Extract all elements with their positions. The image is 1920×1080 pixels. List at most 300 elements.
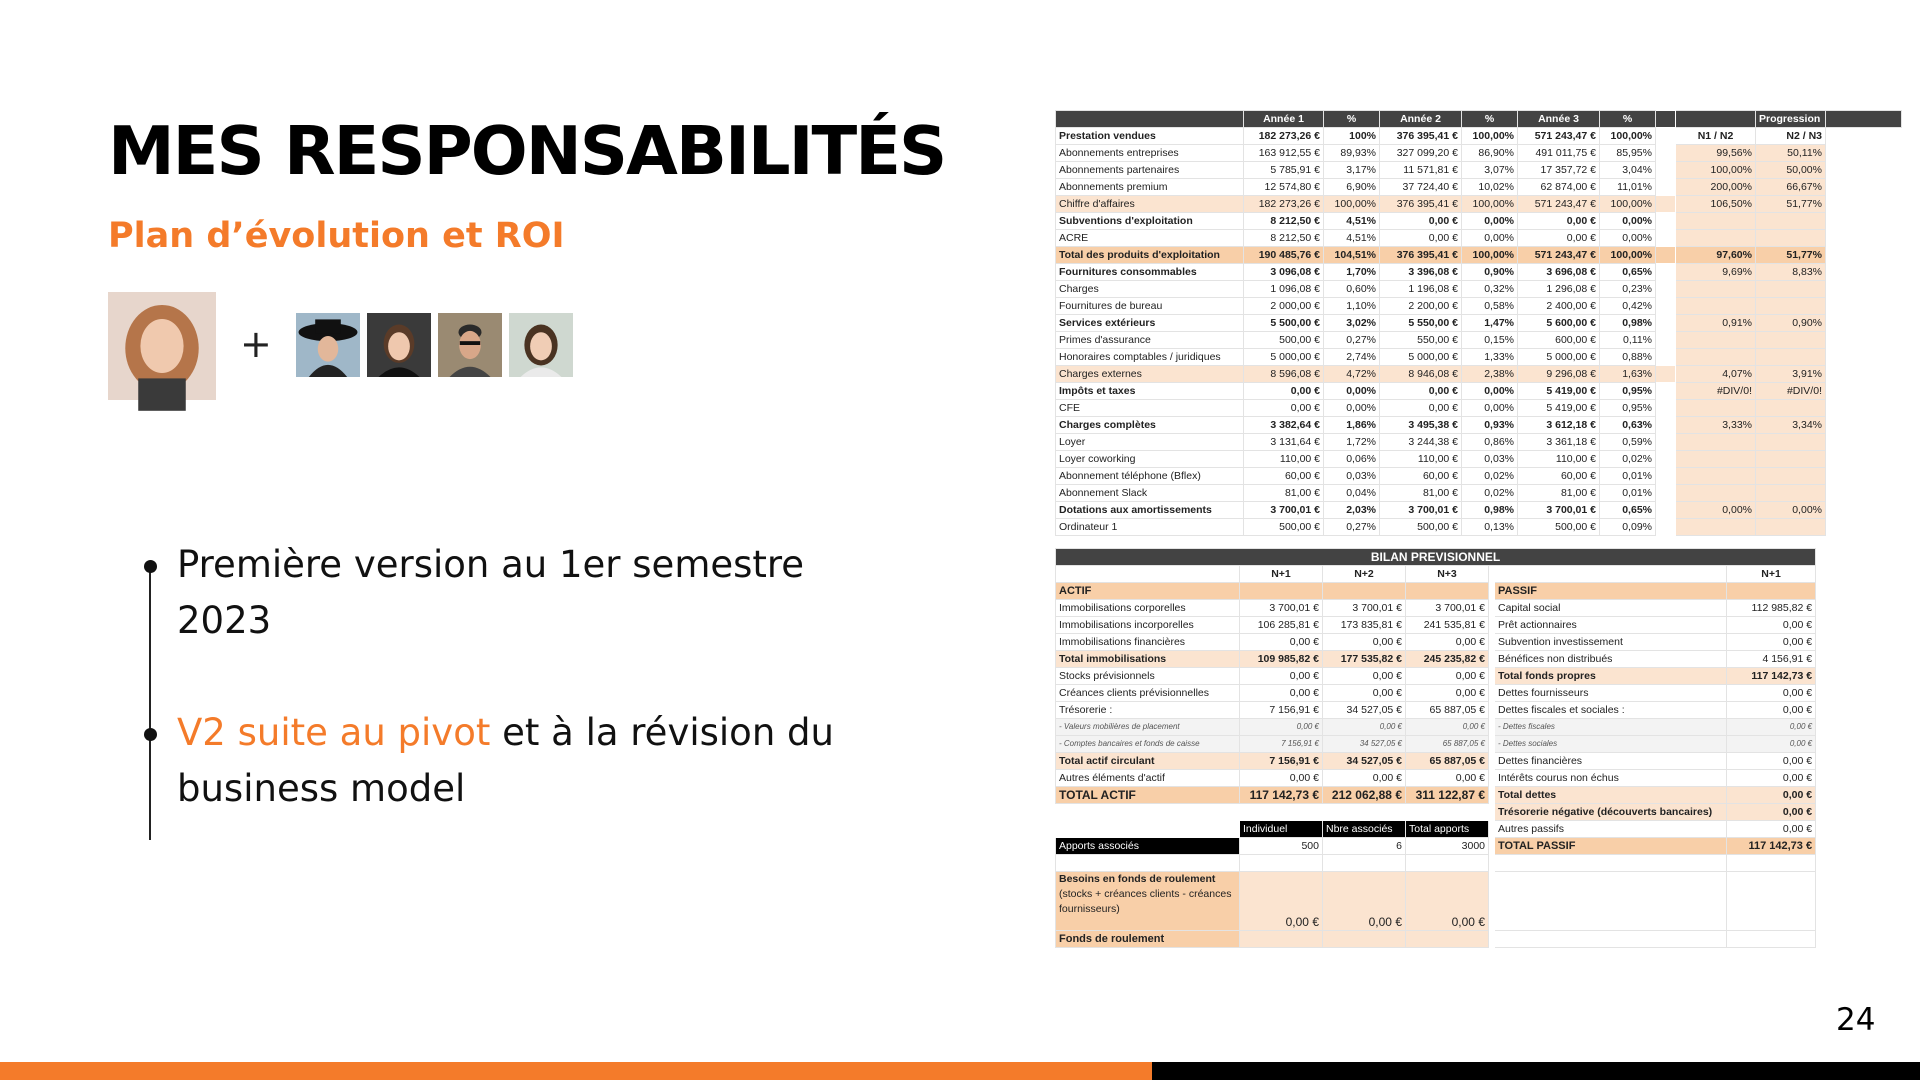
value-cell: 7 156,91 € <box>1240 753 1323 770</box>
value-cell: 500,00 € <box>1244 332 1324 349</box>
row-label: Immobilisations incorporelles <box>1056 617 1240 634</box>
table-row <box>1056 366 1902 383</box>
value-cell: 600,00 € <box>1518 332 1600 349</box>
spacer-cell <box>1656 366 1676 383</box>
value-cell: 11 571,81 € <box>1380 162 1462 179</box>
value-cell: 86,90% <box>1462 145 1518 162</box>
value-cell: 1,63% <box>1600 366 1656 383</box>
row-label: Honoraires comptables / juridiques <box>1056 349 1244 366</box>
value-cell: 0,00 € <box>1406 872 1489 931</box>
progression-cell <box>1756 434 1826 451</box>
bullet-highlight: V2 suite au pivot <box>177 711 491 754</box>
row-label: Immobilisations corporelles <box>1056 600 1240 617</box>
table-row <box>1056 162 1902 179</box>
spacer-cell <box>1656 451 1676 468</box>
table-header-row <box>1056 111 1902 128</box>
value-cell: 3 382,64 € <box>1244 417 1324 434</box>
value-cell: 110,00 € <box>1518 451 1600 468</box>
progression-cell <box>1756 451 1826 468</box>
value-cell: 0,00 € <box>1406 685 1489 702</box>
value-cell: 2 200,00 € <box>1380 298 1462 315</box>
besoins-label: Besoins en fonds de roulement <box>1059 873 1216 885</box>
value-cell: 81,00 € <box>1518 485 1600 502</box>
row-label: Total dettes <box>1495 787 1727 804</box>
value-cell: 5 000,00 € <box>1518 349 1600 366</box>
row-label: Chiffre d'affaires <box>1056 196 1244 213</box>
spacer-cell <box>1656 332 1676 349</box>
table-cell <box>1727 583 1816 600</box>
row-label: Dotations aux amortissements <box>1056 502 1244 519</box>
value-cell: 100,00% <box>1462 196 1518 213</box>
progression-cell: 0,00% <box>1676 502 1756 519</box>
value-cell: 3 131,64 € <box>1244 434 1324 451</box>
row-label: Dettes fournisseurs <box>1495 685 1727 702</box>
value-cell: 550,00 € <box>1380 332 1462 349</box>
value-cell: 5 500,00 € <box>1244 315 1324 332</box>
row-label: Loyer coworking <box>1056 451 1244 468</box>
value-cell: 8 212,50 € <box>1244 213 1324 230</box>
row-label: Dettes fiscales et sociales : <box>1495 702 1727 719</box>
value-cell: 0,00 € <box>1727 634 1816 651</box>
value-cell: 376 395,41 € <box>1380 247 1462 264</box>
column-header: % <box>1462 111 1518 128</box>
value-cell: 0,88% <box>1600 349 1656 366</box>
row-label: Charges <box>1056 281 1244 298</box>
table-cell <box>1406 583 1489 600</box>
table-cell <box>1240 855 1323 872</box>
table-row <box>1056 702 1816 719</box>
value-cell: 3,17% <box>1324 162 1380 179</box>
footer-bar-black <box>1152 1062 1920 1080</box>
value-cell: 0,00 € <box>1380 400 1462 417</box>
apports-header-row <box>1056 821 1816 838</box>
table-row <box>1056 787 1816 804</box>
value-cell: 0,02% <box>1462 485 1518 502</box>
value-cell: 0,00% <box>1462 400 1518 417</box>
value-cell: 100% <box>1324 128 1380 145</box>
value-cell: 500 <box>1240 838 1323 855</box>
row-label: Ordinateur 1 <box>1056 519 1244 536</box>
table-cell <box>1727 855 1816 872</box>
row-label: Créances clients prévisionnelles <box>1056 685 1240 702</box>
progression-cell: N2 / N3 <box>1756 128 1826 145</box>
table-cell <box>1056 566 1240 583</box>
value-cell: 0,00 € <box>1727 685 1816 702</box>
value-cell: 0,00 € <box>1240 770 1323 787</box>
value-cell: 5 550,00 € <box>1380 315 1462 332</box>
fonds-row <box>1056 931 1816 948</box>
value-cell: 571 243,47 € <box>1518 128 1600 145</box>
value-cell: 81,00 € <box>1380 485 1462 502</box>
value-cell: 0,00 € <box>1240 634 1323 651</box>
table-row <box>1056 804 1816 821</box>
progression-cell <box>1676 230 1756 247</box>
value-cell: 0,00 € <box>1727 804 1816 821</box>
table-row <box>1056 855 1816 872</box>
spacer-cell <box>1656 213 1676 230</box>
value-cell: 0,02% <box>1600 451 1656 468</box>
value-cell: 8 946,08 € <box>1380 366 1462 383</box>
value-cell: 1 196,08 € <box>1380 281 1462 298</box>
value-cell: 327 099,20 € <box>1380 145 1462 162</box>
value-cell: 311 122,87 € <box>1406 787 1489 804</box>
progression-cell: 99,56% <box>1676 145 1756 162</box>
value-cell: 0,00 € <box>1406 634 1489 651</box>
value-cell: 1,33% <box>1462 349 1518 366</box>
progression-cell <box>1676 349 1756 366</box>
table-cell <box>1323 855 1406 872</box>
row-label: Abonnements premium <box>1056 179 1244 196</box>
table-row <box>1056 264 1902 281</box>
table-cell <box>1240 931 1323 948</box>
bullet-first-version <box>177 537 877 649</box>
spacer-cell <box>1656 264 1676 281</box>
gap-cell <box>1406 804 1489 821</box>
value-cell: 117 142,73 € <box>1240 787 1323 804</box>
progression-cell: 100,00% <box>1676 162 1756 179</box>
value-cell: 0,00 € <box>1380 213 1462 230</box>
value-cell: 65 887,05 € <box>1406 736 1489 753</box>
spacer-cell <box>1656 247 1676 264</box>
value-cell: 0,27% <box>1324 519 1380 536</box>
row-label: Trésorerie négative (découverts bancaires) <box>1495 804 1727 821</box>
row-label: Intérêts courus non échus <box>1495 770 1727 787</box>
value-cell: 5 000,00 € <box>1244 349 1324 366</box>
value-cell: 7 156,91 € <box>1240 736 1323 753</box>
progression-cell: 106,50% <box>1676 196 1756 213</box>
table-cell <box>1323 931 1406 948</box>
team-avatar-3 <box>438 313 502 377</box>
value-cell: 0,32% <box>1462 281 1518 298</box>
value-cell: 0,00% <box>1462 213 1518 230</box>
progression-cell <box>1756 485 1826 502</box>
income-statement-table <box>1055 110 1902 536</box>
value-cell: 3 700,01 € <box>1323 600 1406 617</box>
spacer-cell <box>1656 128 1676 145</box>
value-cell: 0,00 € <box>1240 872 1323 931</box>
progression-cell: 3,33% <box>1676 417 1756 434</box>
progression-cell <box>1676 213 1756 230</box>
column-header <box>1826 111 1902 128</box>
row-label: Charges externes <box>1056 366 1244 383</box>
progression-cell <box>1756 230 1826 247</box>
row-label: Fournitures de bureau <box>1056 298 1244 315</box>
balance-sheet-table <box>1055 548 1816 948</box>
table-row <box>1056 668 1816 685</box>
value-cell: 37 724,40 € <box>1380 179 1462 196</box>
row-label: - Comptes bancaires et fonds de caisse <box>1056 736 1240 753</box>
value-cell: 0,59% <box>1600 434 1656 451</box>
progression-cell <box>1756 519 1826 536</box>
value-cell: 0,00 € <box>1518 230 1600 247</box>
value-cell: 0,00 € <box>1380 383 1462 400</box>
row-label: Loyer <box>1056 434 1244 451</box>
value-cell: 110,00 € <box>1380 451 1462 468</box>
value-cell: 3,02% <box>1324 315 1380 332</box>
table-row <box>1056 434 1902 451</box>
value-cell: 500,00 € <box>1380 519 1462 536</box>
progression-cell: 9,69% <box>1676 264 1756 281</box>
value-cell: 2 400,00 € <box>1518 298 1600 315</box>
progression-cell: 200,00% <box>1676 179 1756 196</box>
table-cell <box>1323 583 1406 600</box>
value-cell: 0,00 € <box>1406 668 1489 685</box>
value-cell: 491 011,75 € <box>1518 145 1600 162</box>
value-cell: 0,11% <box>1600 332 1656 349</box>
row-label: Fournitures consommables <box>1056 264 1244 281</box>
value-cell: 571 243,47 € <box>1518 196 1600 213</box>
spacer-cell <box>1656 145 1676 162</box>
table-row <box>1056 485 1902 502</box>
row-label: Fonds de roulement <box>1056 931 1240 948</box>
progression-cell <box>1756 468 1826 485</box>
table-row <box>1056 332 1902 349</box>
row-label: Capital social <box>1495 600 1727 617</box>
column-header: % <box>1600 111 1656 128</box>
value-cell: 177 535,82 € <box>1323 651 1406 668</box>
value-cell: 8 596,08 € <box>1244 366 1324 383</box>
value-cell: 1,10% <box>1324 298 1380 315</box>
table-cell <box>1406 855 1489 872</box>
progression-cell: 97,60% <box>1676 247 1756 264</box>
column-header <box>1656 111 1676 128</box>
table-row <box>1056 600 1816 617</box>
row-label: Subventions d'exploitation <box>1056 213 1244 230</box>
value-cell: 12 574,80 € <box>1244 179 1324 196</box>
balance-title: BILAN PREVISIONNEL <box>1056 549 1816 566</box>
progression-cell <box>1676 485 1756 502</box>
team-avatar-4 <box>509 313 573 377</box>
table-row <box>1056 247 1902 264</box>
value-cell: 0,00% <box>1600 230 1656 247</box>
value-cell: 117 142,73 € <box>1727 838 1816 855</box>
progression-cell <box>1756 213 1826 230</box>
spacer-cell <box>1656 485 1676 502</box>
table-cell <box>1727 931 1816 948</box>
bullet-text: Première version au 1er semestre 2023 <box>177 543 805 642</box>
value-cell: 3 700,01 € <box>1244 502 1324 519</box>
value-cell: 34 527,05 € <box>1323 702 1406 719</box>
value-cell: 1,72% <box>1324 434 1380 451</box>
value-cell: 245 235,82 € <box>1406 651 1489 668</box>
row-label: Prêt actionnaires <box>1495 617 1727 634</box>
value-cell: 65 887,05 € <box>1406 702 1489 719</box>
value-cell: 0,06% <box>1324 451 1380 468</box>
value-cell: 4,51% <box>1324 213 1380 230</box>
value-cell: 0,00 € <box>1518 213 1600 230</box>
progression-cell <box>1676 332 1756 349</box>
row-label: Dettes financières <box>1495 753 1727 770</box>
team-avatar-1 <box>296 313 360 377</box>
value-cell: 0,42% <box>1600 298 1656 315</box>
value-cell: 0,00 € <box>1240 719 1323 736</box>
value-cell: 3 696,08 € <box>1518 264 1600 281</box>
spacer-cell <box>1656 179 1676 196</box>
column-header: Individuel <box>1240 821 1323 838</box>
value-cell: 81,00 € <box>1244 485 1324 502</box>
value-cell: 0,13% <box>1462 519 1518 536</box>
table-cell <box>1495 566 1727 583</box>
column-header: N+1 <box>1240 566 1323 583</box>
value-cell: 34 527,05 € <box>1323 736 1406 753</box>
table-cell <box>1495 931 1727 948</box>
table-row <box>1056 315 1902 332</box>
gap-cell <box>1240 804 1323 821</box>
value-cell: 0,00 € <box>1406 770 1489 787</box>
value-cell: 0,00 € <box>1727 770 1816 787</box>
value-cell: 0,00 € <box>1727 617 1816 634</box>
row-label: Abonnements partenaires <box>1056 162 1244 179</box>
value-cell: 110,00 € <box>1244 451 1324 468</box>
value-cell: 376 395,41 € <box>1380 128 1462 145</box>
spacer-cell <box>1656 468 1676 485</box>
table-row <box>1056 468 1902 485</box>
row-label: Autres éléments d'actif <box>1056 770 1240 787</box>
value-cell: 17 357,72 € <box>1518 162 1600 179</box>
progression-cell: 50,11% <box>1756 145 1826 162</box>
value-cell: 0,63% <box>1600 417 1656 434</box>
besoins-detail: (stocks + créances clients - créances fournisseurs) <box>1059 888 1232 915</box>
bullet-dot <box>144 560 157 573</box>
value-cell: 376 395,41 € <box>1380 196 1462 213</box>
value-cell: 0,93% <box>1462 417 1518 434</box>
table-row <box>1056 617 1816 634</box>
team-avatar-2 <box>367 313 431 377</box>
value-cell: 0,00 € <box>1727 821 1816 838</box>
value-cell: 3 244,38 € <box>1380 434 1462 451</box>
balance-title-row <box>1056 549 1816 566</box>
value-cell: 89,93% <box>1324 145 1380 162</box>
value-cell: 5 785,91 € <box>1244 162 1324 179</box>
value-cell: 0,00 € <box>1406 719 1489 736</box>
row-label: TOTAL PASSIF <box>1495 838 1727 855</box>
table-row <box>1056 281 1902 298</box>
value-cell: 1,47% <box>1462 315 1518 332</box>
progression-cell: 0,91% <box>1676 315 1756 332</box>
value-cell: 0,00 € <box>1727 736 1816 753</box>
value-cell: 100,00% <box>1462 247 1518 264</box>
spacer-cell <box>1656 162 1676 179</box>
progression-cell <box>1756 349 1826 366</box>
value-cell: 0,00 € <box>1323 634 1406 651</box>
income-statement-sheet <box>1055 110 1822 534</box>
value-cell: 0,00% <box>1324 400 1380 417</box>
value-cell: 4 156,91 € <box>1727 651 1816 668</box>
bullet-v2 <box>177 705 877 817</box>
table-row <box>1056 685 1816 702</box>
value-cell: 3000 <box>1406 838 1489 855</box>
table-row <box>1056 753 1816 770</box>
table-cell <box>1406 931 1489 948</box>
value-cell: 2,03% <box>1324 502 1380 519</box>
column-header <box>1676 111 1756 128</box>
table-cell <box>1727 872 1816 931</box>
row-label: Subvention investissement <box>1495 634 1727 651</box>
spacer-cell <box>1656 281 1676 298</box>
value-cell: 3 700,01 € <box>1406 600 1489 617</box>
value-cell: 0,60% <box>1324 281 1380 298</box>
table-row <box>1056 451 1902 468</box>
value-cell: 2,38% <box>1462 366 1518 383</box>
value-cell: 5 600,00 € <box>1518 315 1600 332</box>
table-row <box>1056 196 1902 213</box>
value-cell: 85,95% <box>1600 145 1656 162</box>
row-label: Trésorerie : <box>1056 702 1240 719</box>
balance-column-headers <box>1056 566 1816 583</box>
progression-cell: #DIV/0! <box>1676 383 1756 400</box>
table-row <box>1056 736 1816 753</box>
column-header: Nbre associés <box>1323 821 1406 838</box>
value-cell: 0,01% <box>1600 468 1656 485</box>
row-label: Apports associés <box>1056 838 1240 855</box>
value-cell: 182 273,26 € <box>1244 196 1324 213</box>
table-row <box>1056 417 1902 434</box>
value-cell: 60,00 € <box>1244 468 1324 485</box>
table-row <box>1056 383 1902 400</box>
progression-cell: 0,00% <box>1756 502 1826 519</box>
value-cell: 190 485,76 € <box>1244 247 1324 264</box>
value-cell: 117 142,73 € <box>1727 668 1816 685</box>
table-cell <box>1056 855 1240 872</box>
value-cell: 3 612,18 € <box>1518 417 1600 434</box>
value-cell: 100,00% <box>1600 196 1656 213</box>
progression-cell: 51,77% <box>1756 247 1826 264</box>
table-row <box>1056 502 1902 519</box>
value-cell: 0,95% <box>1600 400 1656 417</box>
value-cell: 1 096,08 € <box>1244 281 1324 298</box>
value-cell: 0,00 € <box>1323 872 1406 931</box>
table-row <box>1056 349 1902 366</box>
spacer-cell <box>1656 502 1676 519</box>
row-label: Bénéfices non distribués <box>1495 651 1727 668</box>
column-header: Total apports <box>1406 821 1489 838</box>
timeline-line <box>149 566 151 840</box>
value-cell: 0,00% <box>1600 213 1656 230</box>
value-cell: 100,00% <box>1600 247 1656 264</box>
slide-title: MES RESPONSABILITÉS <box>108 112 946 190</box>
value-cell: 104,51% <box>1324 247 1380 264</box>
plus-sign: + <box>240 322 272 366</box>
spacer-cell <box>1656 519 1676 536</box>
row-label: Primes d'assurance <box>1056 332 1244 349</box>
row-label <box>1056 872 1240 931</box>
value-cell: 2 000,00 € <box>1244 298 1324 315</box>
row-label: Autres passifs <box>1495 821 1727 838</box>
value-cell: 0,00 € <box>1240 685 1323 702</box>
row-label: CFE <box>1056 400 1244 417</box>
table-row <box>1056 145 1902 162</box>
value-cell: 0,15% <box>1462 332 1518 349</box>
row-label: Abonnements entreprises <box>1056 145 1244 162</box>
value-cell: 0,04% <box>1324 485 1380 502</box>
row-label: Impôts et taxes <box>1056 383 1244 400</box>
progression-cell: #DIV/0! <box>1756 383 1826 400</box>
value-cell: 2,74% <box>1324 349 1380 366</box>
value-cell: 1 296,08 € <box>1518 281 1600 298</box>
gap-cell <box>1323 804 1406 821</box>
row-label: - Dettes sociales <box>1495 736 1727 753</box>
value-cell: 0,00 € <box>1240 668 1323 685</box>
value-cell: 0,58% <box>1462 298 1518 315</box>
value-cell: 6,90% <box>1324 179 1380 196</box>
progression-cell: 3,91% <box>1756 366 1826 383</box>
table-row <box>1056 179 1902 196</box>
value-cell: 0,00% <box>1462 230 1518 247</box>
progression-cell: 50,00% <box>1756 162 1826 179</box>
section-row <box>1056 583 1816 600</box>
spacer-cell <box>1656 230 1676 247</box>
value-cell: 62 874,00 € <box>1518 179 1600 196</box>
